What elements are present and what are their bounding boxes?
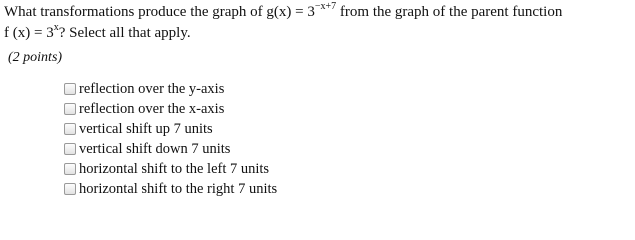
option-label: vertical shift down 7 units [79, 140, 231, 157]
option-label: reflection over the y-axis [79, 80, 225, 97]
checkbox[interactable] [64, 123, 76, 135]
g-function-exponent: −x+7 [314, 1, 337, 12]
option-reflection-y-axis[interactable] [64, 79, 277, 99]
option-horizontal-shift-right[interactable] [64, 179, 277, 199]
answer-options [64, 79, 277, 199]
checkbox[interactable] [64, 163, 76, 175]
g-function-base: g(x) = 3 [266, 4, 315, 20]
option-label: horizontal shift to the left 7 units [79, 160, 270, 177]
option-label: vertical shift up 7 units [79, 120, 213, 137]
option-label: reflection over the x-axis [79, 100, 225, 117]
option-horizontal-shift-left[interactable] [64, 159, 277, 179]
option-label: horizontal shift to the right 7 units [79, 180, 278, 197]
f-function-exponent: x [53, 22, 59, 33]
option-reflection-x-axis[interactable] [64, 99, 277, 119]
checkbox[interactable] [64, 83, 76, 95]
question-prefix: What transformations produce the graph of [4, 4, 263, 20]
question-line-1 [4, 2, 630, 23]
f-function-base: f (x) = 3 [4, 25, 54, 41]
question-text [4, 2, 630, 44]
select-all-instruction: ? Select all that apply. [58, 25, 191, 41]
question-line-2 [4, 23, 630, 44]
checkbox[interactable] [64, 143, 76, 155]
checkbox[interactable] [64, 183, 76, 195]
checkbox[interactable] [64, 103, 76, 115]
g-function [266, 1, 337, 20]
question-suffix: from the graph of the parent function [339, 4, 563, 20]
option-vertical-shift-down[interactable] [64, 139, 277, 159]
f-function [4, 22, 59, 41]
points-label: (2 points) [8, 50, 63, 65]
option-vertical-shift-up[interactable] [64, 119, 277, 139]
